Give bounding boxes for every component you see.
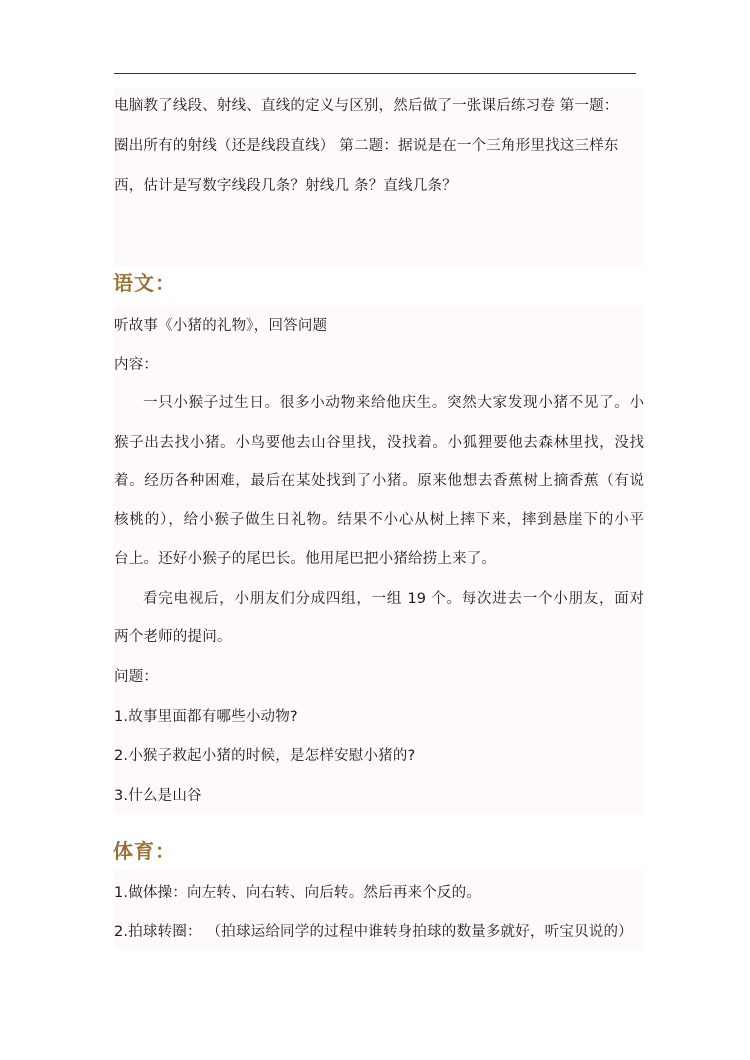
followup-line-2: 两个老师的提问。 <box>114 629 232 645</box>
story-line-4: 核桃的），给小猴子做生日礼物。结果不小心从树上摔下来，摔到悬崖下的小平 <box>114 512 644 528</box>
math-line-2: 圈出所有的射线（还是线段直线） 第二题：据说是在一个三角形里找这三样东 <box>114 138 619 154</box>
question-2: 2.小猴子救起小猪的时候，是怎样安慰小猪的? <box>114 748 416 764</box>
chinese-content-label: 内容： <box>114 357 159 373</box>
pe-item-2: 2.拍球转圈： （拍球运给同学的过程中谁转身拍球的数量多就好，听宝贝说的） <box>114 924 633 940</box>
question-3: 3.什么是山谷 <box>114 788 202 804</box>
story-line-1: 一只小猴子过生日。很多小动物来给他庆生。突然大家发现小猪不见了。小 <box>143 395 644 411</box>
math-line-1: 电脑教了线段、射线、直线的定义与区别，然后做了一张课后练习卷 第一题： <box>114 98 619 114</box>
questions-label: 问题： <box>114 669 159 685</box>
followup-line-1: 看完电视后，小朋友们分成四组，一组 19 个。每次进去一个小朋友，面对 <box>143 591 644 607</box>
story-line-5: 台上。还好小猴子的尾巴长。他用尾巴把小猪给捞上来了。 <box>114 551 497 567</box>
chinese-intro: 听故事《小猪的礼物》，回答问题 <box>114 318 328 334</box>
story-line-3: 着。经历各种困难，最后在某处找到了小猪。原来他想去香蕉树上摘香蕉（有说 <box>114 473 644 489</box>
chinese-heading: 语文： <box>113 271 176 295</box>
math-line-3: 西，估计是写数字线段几条？射线几 条？直线几条？ <box>114 178 457 194</box>
question-1: 1.故事里面都有哪些小动物? <box>114 709 298 725</box>
pe-heading: 体育： <box>113 839 176 863</box>
story-line-2: 猴子出去找小猪。小鸟要他去山谷里找，没找着。小狐狸要他去森林里找，没找 <box>114 435 644 451</box>
top-divider <box>114 73 636 74</box>
pe-item-1: 1.做体操：向左转、向右转、向后转。然后再来个反的。 <box>114 885 482 901</box>
